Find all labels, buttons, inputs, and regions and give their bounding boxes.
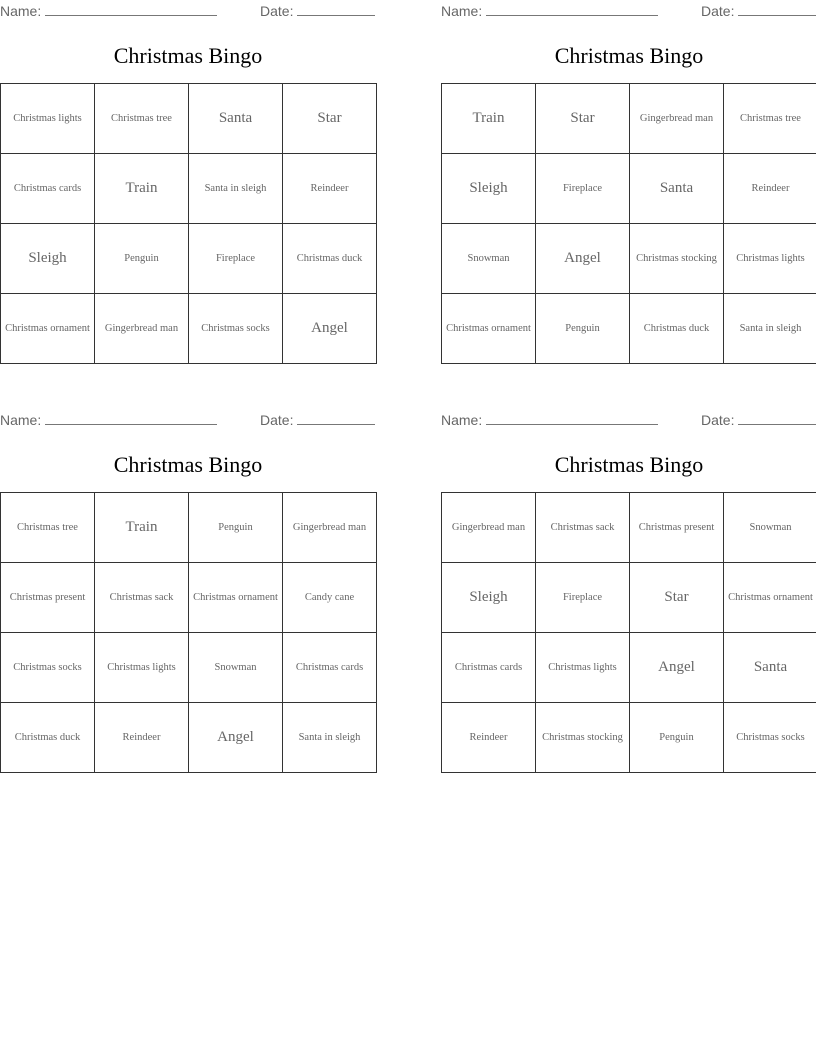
bingo-cell: Snowman (442, 224, 536, 294)
date-label: Date: (260, 3, 294, 19)
bingo-cell: Snowman (189, 633, 283, 703)
name-field[interactable] (441, 0, 658, 22)
grid-row (1, 294, 377, 364)
name-label: Name: (441, 412, 483, 428)
bingo-cell: Christmas duck (630, 294, 724, 364)
bingo-card (441, 0, 816, 364)
card-header (441, 0, 816, 22)
bingo-cell: Reindeer (95, 703, 189, 773)
grid-row (442, 224, 816, 294)
bingo-cell: Christmas lights (95, 633, 189, 703)
bingo-cell: Angel (189, 703, 283, 773)
bingo-cell: Christmas lights (536, 633, 630, 703)
date-field[interactable] (701, 0, 816, 22)
bingo-cell: Fireplace (536, 563, 630, 633)
bingo-cell: Christmas cards (442, 633, 536, 703)
bingo-cell: Christmas lights (1, 84, 95, 154)
card-header (0, 0, 376, 22)
bingo-cell: Gingerbread man (442, 493, 536, 563)
bingo-cell: Christmas present (630, 493, 724, 563)
grid-row (1, 633, 377, 703)
bingo-cell: Christmas tree (724, 84, 816, 154)
bingo-grid (0, 83, 377, 364)
bingo-cell: Santa in sleigh (283, 703, 377, 773)
bingo-cell: Angel (283, 294, 377, 364)
date-field[interactable] (701, 409, 816, 431)
date-label: Date: (260, 412, 294, 428)
bingo-cell: Christmas ornament (1, 294, 95, 364)
bingo-cell: Christmas tree (1, 493, 95, 563)
bingo-cell: Christmas sack (95, 563, 189, 633)
bingo-cell: Star (283, 84, 377, 154)
date-line (738, 410, 816, 425)
bingo-cell: Christmas socks (1, 633, 95, 703)
card-title: Christmas Bingo (554, 452, 704, 477)
bingo-cell: Fireplace (189, 224, 283, 294)
name-label: Name: (0, 412, 42, 428)
date-line (297, 410, 375, 425)
bingo-cell: Reindeer (442, 703, 536, 773)
bingo-cell: Angel (536, 224, 630, 294)
bingo-cell: Gingerbread man (630, 84, 724, 154)
bingo-card (0, 0, 376, 364)
bingo-cell: Sleigh (442, 154, 536, 224)
card-title: Christmas Bingo (113, 452, 263, 477)
bingo-cell: Christmas present (1, 563, 95, 633)
name-label: Name: (441, 3, 483, 19)
bingo-cell: Christmas ornament (442, 294, 536, 364)
bingo-cell: Angel (630, 633, 724, 703)
grid-row (442, 294, 816, 364)
bingo-cell: Christmas ornament (724, 563, 816, 633)
bingo-cell: Candy cane (283, 563, 377, 633)
bingo-cell: Christmas stocking (536, 703, 630, 773)
bingo-cell: Sleigh (1, 224, 95, 294)
bingo-cell: Train (95, 493, 189, 563)
date-field[interactable] (260, 0, 375, 22)
bingo-cell: Christmas socks (724, 703, 816, 773)
grid-row (442, 154, 816, 224)
bingo-cell: Penguin (536, 294, 630, 364)
date-label: Date: (701, 3, 735, 19)
bingo-cell: Reindeer (724, 154, 816, 224)
bingo-cell: Christmas duck (283, 224, 377, 294)
date-field[interactable] (260, 409, 375, 431)
bingo-cell: Christmas tree (95, 84, 189, 154)
bingo-cell: Penguin (189, 493, 283, 563)
grid-row (442, 84, 816, 154)
bingo-grid (441, 83, 816, 364)
grid-row (1, 563, 377, 633)
grid-row (1, 493, 377, 563)
bingo-cell: Penguin (630, 703, 724, 773)
bingo-cell: Santa (724, 633, 816, 703)
name-field[interactable] (0, 409, 217, 431)
grid-row (442, 493, 816, 563)
bingo-cell: Gingerbread man (95, 294, 189, 364)
grid-row (442, 633, 816, 703)
bingo-cell: Christmas cards (1, 154, 95, 224)
bingo-cell: Santa (630, 154, 724, 224)
name-line (486, 410, 658, 425)
card-header (0, 409, 376, 431)
card-title: Christmas Bingo (554, 43, 704, 68)
bingo-cell: Christmas cards (283, 633, 377, 703)
bingo-cell: Train (442, 84, 536, 154)
bingo-cell: Gingerbread man (283, 493, 377, 563)
bingo-cell: Star (536, 84, 630, 154)
bingo-cell: Snowman (724, 493, 816, 563)
bingo-card (441, 409, 816, 773)
bingo-cell: Reindeer (283, 154, 377, 224)
date-line (297, 1, 375, 16)
name-label: Name: (0, 3, 42, 19)
grid-row (1, 703, 377, 773)
bingo-cell: Santa (189, 84, 283, 154)
card-title: Christmas Bingo (113, 43, 263, 68)
bingo-cell: Penguin (95, 224, 189, 294)
name-line (45, 1, 217, 16)
bingo-cell: Christmas socks (189, 294, 283, 364)
bingo-grid (441, 492, 816, 773)
grid-row (1, 224, 377, 294)
card-header (441, 409, 816, 431)
bingo-cell: Santa in sleigh (724, 294, 816, 364)
name-field[interactable] (0, 0, 217, 22)
bingo-cell: Christmas sack (536, 493, 630, 563)
bingo-cell: Fireplace (536, 154, 630, 224)
name-line (45, 410, 217, 425)
name-field[interactable] (441, 409, 658, 431)
name-line (486, 1, 658, 16)
bingo-cell: Christmas lights (724, 224, 816, 294)
bingo-grid (0, 492, 377, 773)
bingo-cell: Sleigh (442, 563, 536, 633)
date-line (738, 1, 816, 16)
bingo-cell: Christmas stocking (630, 224, 724, 294)
grid-row (1, 84, 377, 154)
bingo-cell: Christmas duck (1, 703, 95, 773)
date-label: Date: (701, 412, 735, 428)
grid-row (442, 703, 816, 773)
grid-row (442, 563, 816, 633)
bingo-card (0, 409, 376, 773)
grid-row (1, 154, 377, 224)
bingo-cell: Santa in sleigh (189, 154, 283, 224)
bingo-cell: Train (95, 154, 189, 224)
bingo-cell: Christmas ornament (189, 563, 283, 633)
bingo-cell: Star (630, 563, 724, 633)
